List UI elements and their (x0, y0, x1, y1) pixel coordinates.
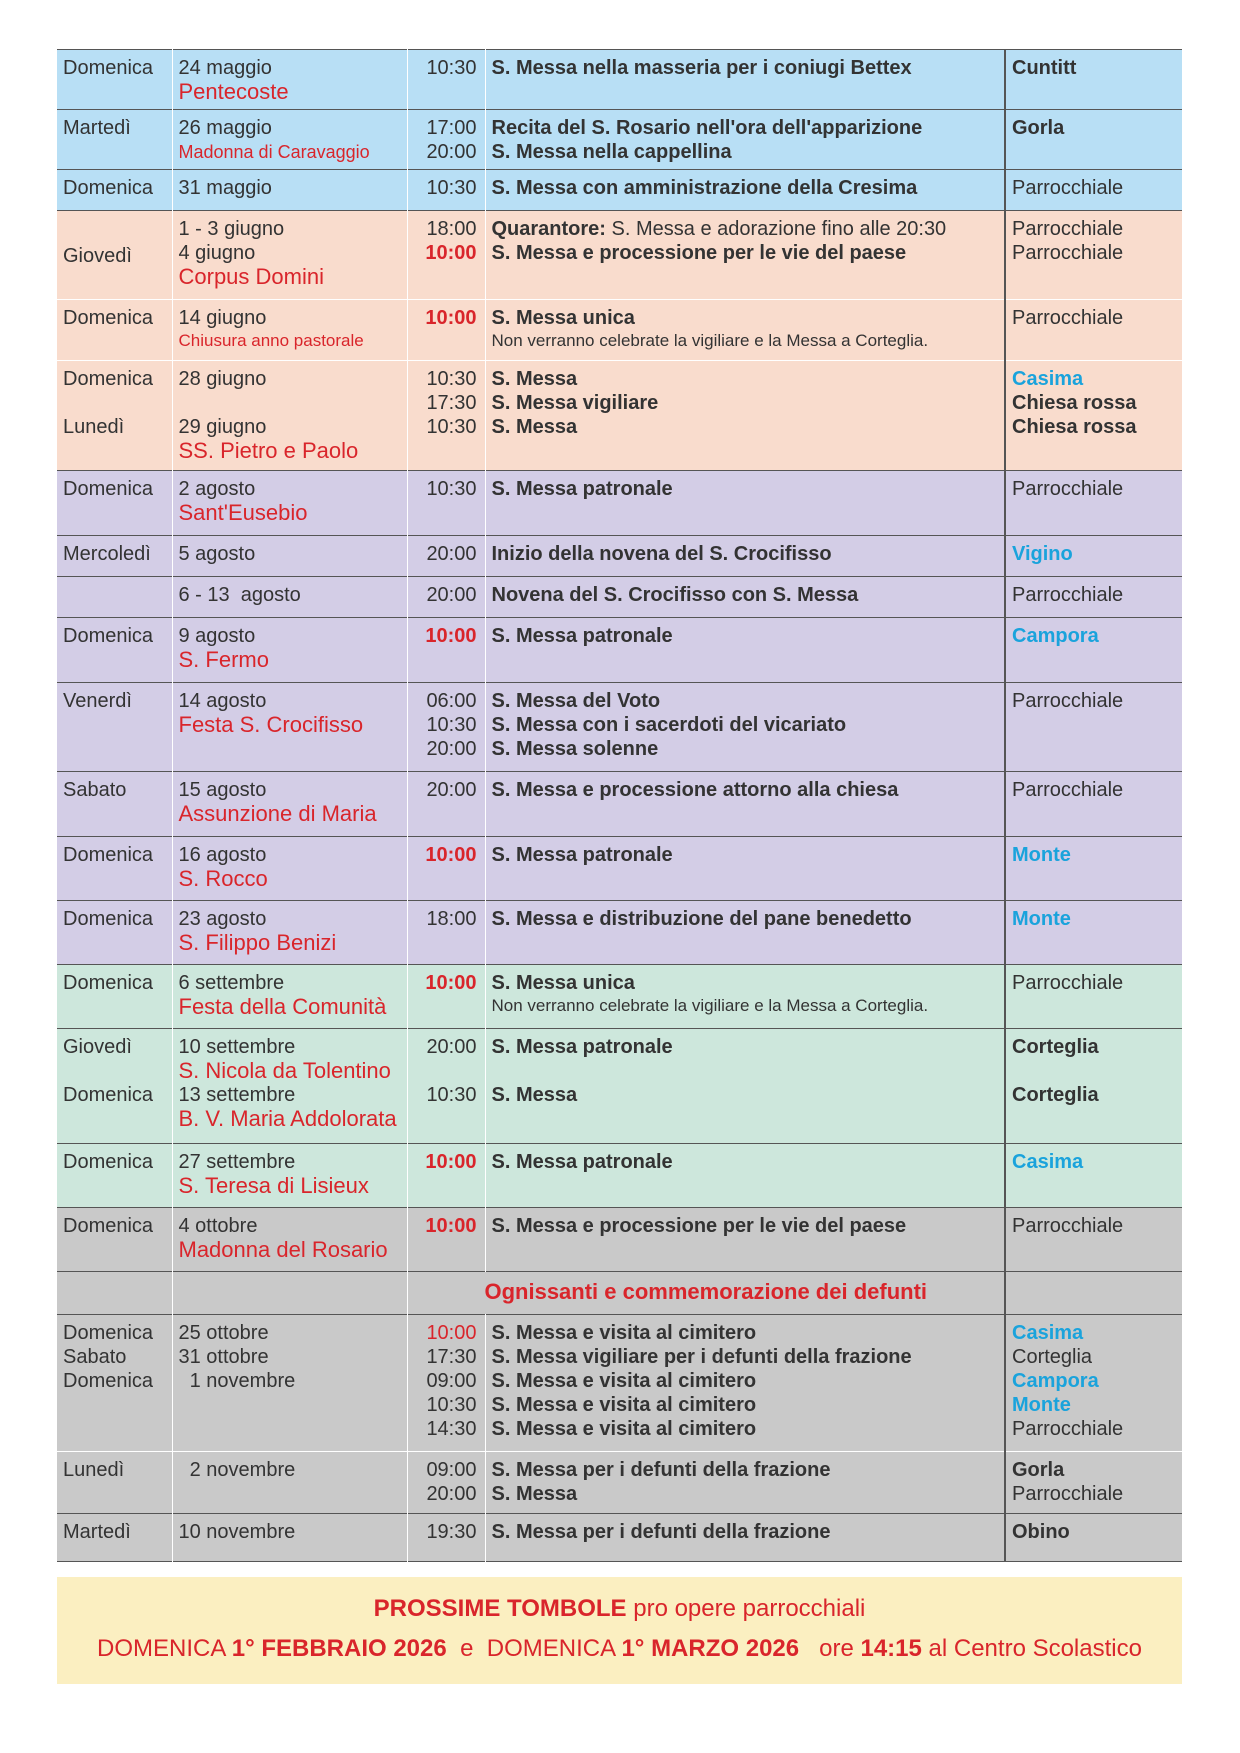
day-label: Domenica (63, 1084, 154, 1106)
time-prefix: ore (799, 1635, 861, 1662)
event-label: S. Messa per i defunti della frazione (491, 1459, 831, 1481)
tombola-date-2: 1° MARZO 2026 (621, 1635, 800, 1662)
feast-label: S. Nicola da Tolentino (178, 1058, 391, 1083)
place-label: Casima (1012, 1151, 1084, 1173)
place-label: Chiesa rossa (1012, 416, 1137, 438)
time-label: 10:00 (425, 307, 477, 329)
event-label: S. Messa patronale (491, 1036, 673, 1058)
place-label: Obino (1012, 1521, 1070, 1543)
event-label: Inizio della novena del S. Crocifisso (491, 543, 832, 565)
feast-label: Festa della Comunità (178, 994, 387, 1019)
place-label: Gorla (1012, 1459, 1065, 1481)
table-row (57, 1029, 1182, 1144)
date-label: 31 ottobre (178, 1346, 269, 1368)
time-label: 20:00 (426, 141, 477, 163)
time-label: 10:00 (425, 972, 477, 994)
date-label: 13 settembre (178, 1084, 296, 1106)
tombola-place: al Centro Scolastico (921, 1635, 1142, 1662)
table-row (57, 471, 1182, 536)
date-label: 1 novembre (178, 1370, 296, 1392)
feast-label: S. Teresa di Lisieux (178, 1173, 369, 1198)
event-label: S. Messa e visita al cimitero (491, 1418, 757, 1440)
day-label: Sabato (63, 779, 127, 801)
table-row (57, 772, 1182, 837)
section-header: Ognissanti e commemorazione dei defunti (484, 1279, 928, 1304)
date-label: 14 agosto (178, 690, 267, 712)
feast-label: S. Filippo Benizi (178, 930, 337, 955)
time-label: 10:30 (426, 1084, 477, 1106)
time-label: 18:00 (426, 908, 477, 930)
event-label: S. Messa unica (491, 307, 635, 329)
feast-label: Festa S. Crocifisso (178, 712, 364, 737)
date-label: 10 novembre (178, 1521, 296, 1543)
date-prefix: DOMENICA (486, 1635, 622, 1662)
table-row (57, 170, 1182, 211)
time-label: 10:30 (426, 177, 477, 199)
time-label: 10:30 (426, 57, 477, 79)
place-label: Parrocchiale (1012, 1215, 1124, 1237)
feast-label: Pentecoste (178, 79, 289, 104)
day-label: Lunedì (63, 1459, 125, 1481)
time-label: 10:30 (426, 368, 477, 390)
conjunction: e (446, 1635, 487, 1662)
event-label: S. Messa e processione per le vie del paese (491, 1215, 907, 1237)
event-label: S. Messa e visita al cimitero (491, 1370, 757, 1392)
time-label: 10:30 (426, 478, 477, 500)
tombola-heading: PROSSIME TOMBOLE (373, 1595, 627, 1622)
time-label: 20:00 (426, 738, 477, 760)
date-label: 10 settembre (178, 1036, 296, 1058)
feast-label: Madonna di Caravaggio (178, 142, 370, 162)
feast-label: S. Rocco (178, 866, 268, 891)
tombola-time: 14:15 (860, 1635, 922, 1662)
feast-label: Corpus Domini (178, 264, 324, 289)
feast-label: Assunzione di Maria (178, 801, 377, 826)
place-label: Parrocchiale (1012, 478, 1124, 500)
date-label: 31 maggio (178, 177, 272, 199)
day-label: Domenica (63, 844, 154, 866)
table-row (57, 211, 1182, 300)
date-label: 29 giugno (178, 416, 267, 438)
time-label: 09:00 (426, 1459, 477, 1481)
place-label: Monte (1012, 1394, 1071, 1416)
time-label: 19:30 (426, 1521, 477, 1543)
date-label: 4 giugno (178, 242, 256, 264)
time-label: 10:00 (425, 844, 477, 866)
event-label: S. Messa e visita al cimitero (491, 1394, 757, 1416)
time-label: 10:00 (425, 1215, 477, 1237)
table-row (57, 901, 1182, 965)
date-label: 6 settembre (178, 972, 285, 994)
event-label: S. Messa e adorazione fino alle 20:30 (605, 218, 947, 240)
event-label: S. Messa patronale (491, 478, 673, 500)
time-label: 10:00 (425, 242, 477, 264)
day-label: Domenica (63, 57, 154, 79)
table-row (57, 50, 1182, 110)
date-label: 25 ottobre (178, 1322, 269, 1344)
place-label: Casima (1012, 1322, 1084, 1344)
event-label-prefix: Quarantore: (491, 218, 606, 240)
table-row (57, 536, 1182, 577)
event-label: S. Messa con i sacerdoti del vicariato (491, 714, 847, 736)
place-label: Cuntitt (1012, 57, 1077, 79)
date-label: 27 settembre (178, 1151, 296, 1173)
time-label: 09:00 (426, 1370, 477, 1392)
tombola-banner (57, 1577, 1182, 1684)
table-row (57, 965, 1182, 1029)
place-label: Parrocchiale (1012, 307, 1124, 329)
table-row (57, 837, 1182, 901)
date-label: 23 agosto (178, 908, 267, 930)
day-label: Lunedì (63, 416, 125, 438)
event-label: S. Messa nella masseria per i coniugi Bettex (491, 57, 912, 79)
date-label: 9 agosto (178, 625, 256, 647)
time-label: 18:00 (426, 218, 477, 240)
place-label: Campora (1012, 1370, 1099, 1392)
place-label: Campora (1012, 625, 1099, 647)
day-label: Venerdì (63, 690, 132, 712)
event-label: Recita del S. Rosario nell'ora dell'apparizione (491, 117, 923, 139)
day-label: Martedì (63, 117, 131, 139)
date-label: 2 agosto (178, 478, 256, 500)
place-label: Parrocchiale (1012, 1483, 1124, 1505)
time-label: 17:30 (426, 1346, 477, 1368)
time-label: 20:00 (426, 584, 477, 606)
place-label: Monte (1012, 908, 1071, 930)
tombola-date-1: 1° FEBBRAIO 2026 (231, 1635, 447, 1662)
time-label: 10:30 (426, 416, 477, 438)
day-label: Domenica (63, 625, 154, 647)
time-label: 10:00 (426, 1322, 477, 1344)
place-label: Vigino (1012, 543, 1073, 565)
table-row (57, 1208, 1182, 1272)
day-label: Domenica (63, 177, 154, 199)
event-label: S. Messa del Voto (491, 690, 661, 712)
day-label: Domenica (63, 307, 154, 329)
place-label: Parrocchiale (1012, 242, 1124, 264)
place-label: Gorla (1012, 117, 1065, 139)
section-header-row (57, 1272, 1182, 1315)
place-label: Corteglia (1012, 1084, 1099, 1106)
event-label: S. Messa (491, 1084, 578, 1106)
date-label: 6 - 13 agosto (178, 584, 301, 606)
time-label: 10:00 (425, 625, 477, 647)
event-label: S. Messa vigiliare (491, 392, 659, 414)
event-label: S. Messa patronale (491, 844, 673, 866)
table-row (57, 618, 1182, 683)
place-label: Parrocchiale (1012, 690, 1124, 712)
event-label: S. Messa patronale (491, 1151, 673, 1173)
table-row (57, 1514, 1182, 1562)
date-label: 1 - 3 giugno (178, 218, 285, 240)
feast-label: S. Fermo (178, 647, 269, 672)
date-label: 4 ottobre (178, 1215, 258, 1237)
table-row (57, 1144, 1182, 1208)
day-label: Domenica (63, 1215, 154, 1237)
place-label: Parrocchiale (1012, 177, 1124, 199)
date-label: 5 agosto (178, 543, 256, 565)
tombola-subtitle: pro opere parrocchiali (626, 1595, 866, 1622)
feast-label: Madonna del Rosario (178, 1237, 388, 1262)
event-label: S. Messa vigiliare per i defunti della frazione (491, 1346, 912, 1368)
event-label: S. Messa e visita al cimitero (491, 1322, 757, 1344)
date-label: 16 agosto (178, 844, 267, 866)
schedule-table (57, 49, 1182, 1562)
day-label: Mercoledì (63, 543, 151, 565)
place-label: Corteglia (1012, 1346, 1093, 1368)
day-label: Domenica (63, 972, 154, 994)
table-row (57, 300, 1182, 361)
time-label: 10:30 (426, 1394, 477, 1416)
date-label: 24 maggio (178, 57, 272, 79)
tombola-dates (57, 1635, 1182, 1663)
time-label: 20:00 (426, 1483, 477, 1505)
time-label: 17:30 (426, 392, 477, 414)
time-label: 10:30 (426, 714, 477, 736)
day-label: Domenica (63, 1151, 154, 1173)
place-label: Parrocchiale (1012, 1418, 1124, 1440)
place-label: Parrocchiale (1012, 218, 1124, 240)
date-label: 2 novembre (178, 1459, 296, 1481)
event-label: S. Messa unica (491, 972, 635, 994)
event-label: S. Messa (491, 368, 578, 390)
place-label: Monte (1012, 844, 1071, 866)
time-label: 20:00 (426, 543, 477, 565)
time-label: 20:00 (426, 1036, 477, 1058)
event-label: Novena del S. Crocifisso con S. Messa (491, 584, 859, 606)
table-row (57, 683, 1182, 772)
table-row (57, 361, 1182, 471)
day-label: Giovedì (63, 244, 132, 267)
event-label: S. Messa e distribuzione del pane benedetto (491, 908, 912, 930)
schedule-sheet (57, 49, 1182, 1562)
table-row (57, 1452, 1182, 1514)
day-label: Giovedì (63, 1036, 132, 1058)
event-label: S. Messa e processione attorno alla chiesa (491, 779, 899, 801)
table-row (57, 577, 1182, 618)
day-label: Domenica (63, 368, 154, 390)
place-label: Parrocchiale (1012, 972, 1124, 994)
feast-label: SS. Pietro e Paolo (178, 438, 359, 463)
event-label: S. Messa nella cappellina (491, 141, 732, 163)
day-label: Martedì (63, 1521, 131, 1543)
time-label: 10:00 (425, 1151, 477, 1173)
event-label: S. Messa per i defunti della frazione (491, 1521, 831, 1543)
feast-label: B. V. Maria Addolorata (178, 1106, 397, 1131)
day-label: Domenica (63, 478, 154, 500)
event-note: Non verranno celebrate la vigiliare e la Messa a Corteglia. (491, 996, 929, 1015)
date-label: 15 agosto (178, 779, 267, 801)
day-label: Domenica (63, 908, 154, 930)
table-row (57, 110, 1182, 170)
date-label: 28 giugno (178, 368, 267, 390)
time-label: 17:00 (426, 117, 477, 139)
time-label: 14:30 (426, 1418, 477, 1440)
date-label: 26 maggio (178, 117, 272, 139)
table-row (57, 1315, 1182, 1452)
place-label: Parrocchiale (1012, 779, 1124, 801)
event-label: S. Messa (491, 1483, 578, 1505)
event-label: S. Messa solenne (491, 738, 659, 760)
feast-label: Chiusura anno pastorale (178, 331, 364, 350)
time-label: 20:00 (426, 779, 477, 801)
place-label: Casima (1012, 368, 1084, 390)
place-label: Parrocchiale (1012, 584, 1124, 606)
place-label: Corteglia (1012, 1036, 1099, 1058)
event-label: S. Messa con amministrazione della Cresima (491, 177, 918, 199)
event-label: S. Messa e processione per le vie del paese (491, 242, 907, 264)
event-label: S. Messa (491, 416, 578, 438)
day-label: Domenica (63, 1370, 154, 1392)
feast-label: Sant'Eusebio (178, 500, 308, 525)
event-label: S. Messa patronale (491, 625, 673, 647)
day-label: Sabato (63, 1346, 127, 1368)
date-prefix: DOMENICA (97, 1635, 232, 1662)
tombola-title (57, 1595, 1182, 1623)
time-label: 06:00 (426, 690, 477, 712)
place-label: Chiesa rossa (1012, 392, 1137, 414)
day-label: Domenica (63, 1322, 154, 1344)
event-note: Non verranno celebrate la vigiliare e la Messa a Corteglia. (491, 331, 929, 350)
date-label: 14 giugno (178, 307, 267, 329)
